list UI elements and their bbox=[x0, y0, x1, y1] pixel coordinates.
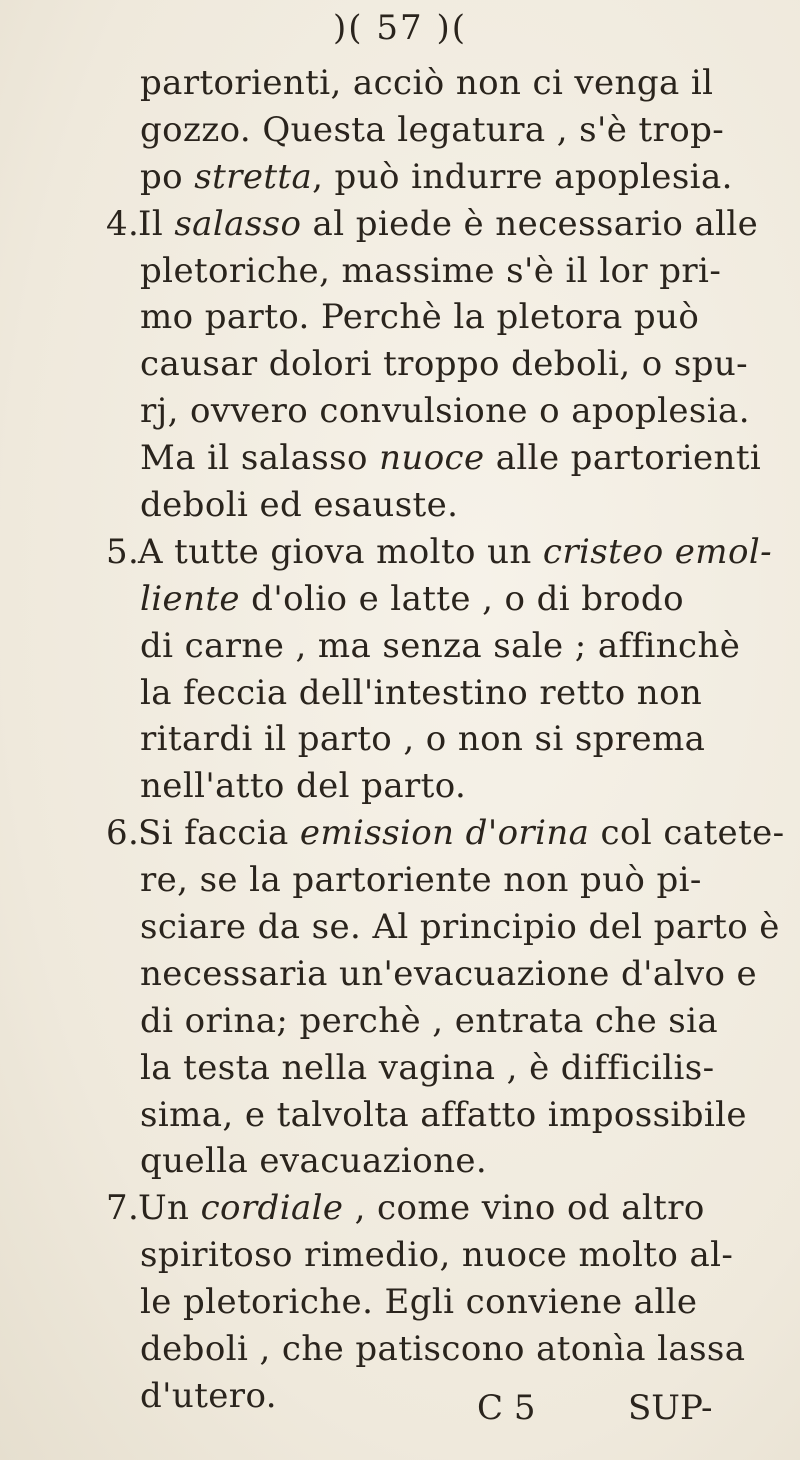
text-run: di carne , ma senza sale ; affinchè bbox=[140, 625, 741, 666]
text-line bbox=[138, 998, 778, 1045]
text-run: A tutte giova molto un bbox=[138, 531, 543, 572]
text-line bbox=[138, 388, 778, 435]
text-line bbox=[106, 201, 778, 248]
text-line bbox=[138, 107, 778, 154]
text-line bbox=[106, 1185, 778, 1232]
text-run: ritardi il parto , o non si sprema bbox=[140, 719, 706, 760]
text-run: la feccia dell'intestino retto non bbox=[140, 672, 703, 713]
text-line bbox=[138, 1045, 778, 1092]
text-run: po bbox=[140, 156, 195, 197]
text-run: quella evacuazione. bbox=[140, 1141, 488, 1182]
paragraph-number: 7. bbox=[106, 1188, 140, 1229]
text-run: nell'atto del parto. bbox=[140, 766, 467, 807]
text-line bbox=[106, 810, 785, 857]
text-run: al piede è necessario alle bbox=[301, 203, 759, 244]
paragraph-number: 6. bbox=[106, 813, 140, 854]
text-line bbox=[138, 623, 778, 670]
text-run: alle partorienti bbox=[484, 438, 762, 479]
text-run: gozzo. Questa legatura , s'è trop- bbox=[140, 109, 725, 150]
text-run: mo parto. Perchè la pletora può bbox=[140, 297, 700, 338]
text-line bbox=[138, 435, 778, 482]
text-run: necessaria un'evacuazione d'alvo e bbox=[140, 953, 758, 994]
text-line bbox=[106, 529, 778, 576]
text-run: partorienti, acciò non ci venga il bbox=[140, 63, 714, 103]
text-line bbox=[138, 951, 778, 998]
text-run: deboli , che patiscono atonìa lassa bbox=[140, 1329, 746, 1370]
text-line bbox=[138, 248, 778, 295]
text-run: Un bbox=[138, 1188, 201, 1229]
text-run: col catete- bbox=[589, 813, 785, 854]
page-header: )( 57 )( bbox=[333, 8, 467, 48]
italic-term: stretta bbox=[194, 156, 313, 197]
page-footer bbox=[0, 1388, 800, 1448]
text-line bbox=[138, 1092, 778, 1139]
text-line bbox=[138, 482, 778, 529]
text-run: , come vino od altro bbox=[343, 1188, 705, 1229]
text-line bbox=[138, 904, 778, 951]
text-line bbox=[138, 60, 778, 107]
text-run: sima, e talvolta affatto impossibile bbox=[140, 1094, 747, 1135]
text-run: le pletoriche. Egli conviene alle bbox=[140, 1282, 698, 1323]
paragraph-number: 4. bbox=[106, 203, 140, 244]
text-block bbox=[106, 60, 785, 1420]
text-line bbox=[138, 1138, 778, 1185]
text-line bbox=[138, 857, 778, 904]
text-run: spiritoso rimedio, nuoce molto al- bbox=[140, 1235, 734, 1276]
text-line bbox=[138, 763, 778, 810]
italic-term: cordiale bbox=[200, 1188, 344, 1229]
text-run: Ma il salasso bbox=[140, 438, 380, 479]
text-run: la testa nella vagina , è difficilis- bbox=[140, 1047, 715, 1088]
text-run: Si faccia bbox=[138, 813, 300, 854]
text-run: d'utero. bbox=[140, 1375, 277, 1416]
text-run: pletoriche, massime s'è il lor pri- bbox=[140, 250, 722, 291]
text-line bbox=[138, 154, 778, 201]
text-line bbox=[138, 1279, 778, 1326]
text-line bbox=[138, 576, 778, 623]
text-run: Il bbox=[138, 203, 175, 244]
text-line bbox=[138, 670, 778, 717]
italic-term: liente bbox=[140, 578, 240, 619]
text-run: , può indurre apoplesia. bbox=[312, 156, 733, 197]
signature-mark: C 5 bbox=[477, 1388, 536, 1428]
italic-term: cristeo emol- bbox=[542, 531, 772, 572]
paragraph-number: 5. bbox=[106, 531, 140, 572]
text-line bbox=[138, 341, 778, 388]
text-run: causar dolori troppo deboli, o spu- bbox=[140, 344, 749, 385]
text-run: rj, ovvero convulsione o apoplesia. bbox=[140, 391, 750, 432]
italic-term: salasso bbox=[174, 203, 302, 244]
text-run: di orina; perchè , entrata che sia bbox=[140, 1000, 719, 1041]
text-run: sciare da se. Al principio del parto è bbox=[140, 907, 780, 948]
text-line bbox=[138, 294, 778, 341]
catchword: SUP- bbox=[628, 1388, 713, 1428]
italic-term: nuoce bbox=[379, 438, 485, 479]
text-line bbox=[138, 716, 778, 763]
text-run: d'olio e latte , o di brodo bbox=[239, 578, 684, 619]
text-run: deboli ed esauste. bbox=[140, 485, 459, 526]
text-line bbox=[138, 1232, 778, 1279]
text-run: re, se la partoriente non può pi- bbox=[140, 860, 702, 901]
italic-term: emission d'orina bbox=[299, 813, 590, 854]
text-line bbox=[138, 1326, 778, 1373]
